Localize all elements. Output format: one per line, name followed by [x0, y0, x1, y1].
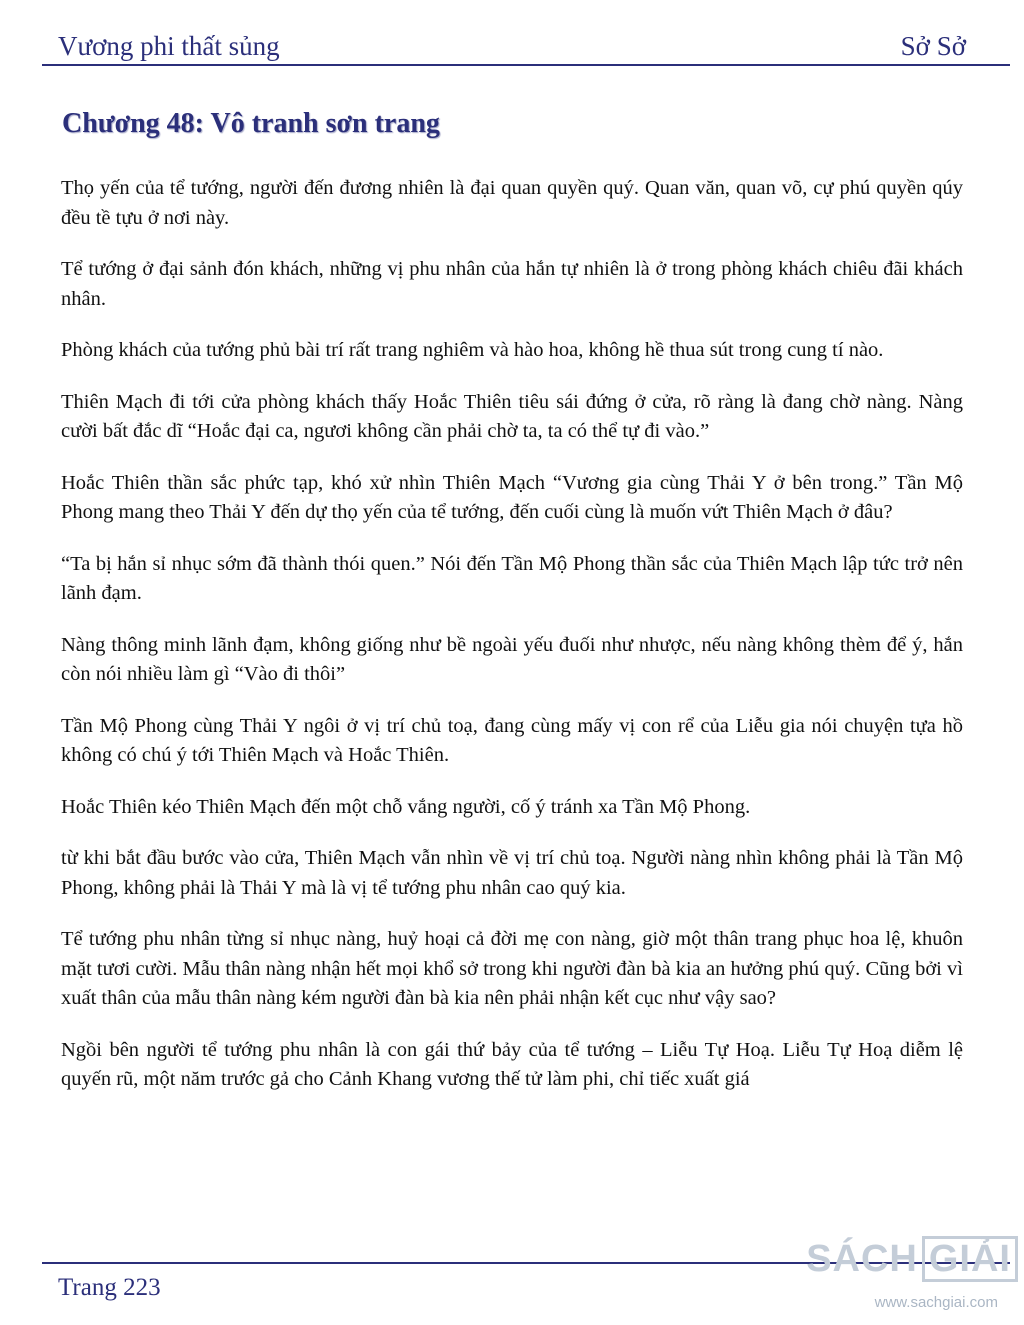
book-title: Vương phi thất sủng — [58, 31, 280, 61]
paragraph: Phòng khách của tướng phủ bài trí rất trang nghiêm và hào hoa, không hề thua sút trong cung tí nào. — [61, 339, 884, 361]
header-divider — [42, 64, 1010, 66]
chapter-body — [61, 174, 963, 1117]
running-header — [58, 26, 966, 62]
watermark — [806, 1226, 1018, 1318]
chapter-title: Chương 48: Vô tranh sơn trang — [62, 108, 440, 139]
paragraph: Tần Mộ Phong cùng Thải Y ngôi ở vị trí chủ toạ, đang cùng mấy vị con rể của Liễu gia nói chuyện tựa hồ không có chú ý tới Thiên Mạch và Hoắc Thiên. — [61, 714, 963, 766]
paragraph: “Ta bị hắn sỉ nhục sớm đã thành thói quen.” Nói đến Tần Mộ Phong thần sắc của Thiên Mạch lập tức trở nên lãnh đạm. — [61, 552, 963, 604]
paragraph: Ngồi bên người tể tướng phu nhân là con gái thứ bảy của tể tướng – Liễu Tự Hoạ. Liễu Tự Hoạ diễm lệ quyến rũ, một năm trước gả cho Cảnh Khang vương thế tử làm phi, chỉ tiếc xuất giá — [61, 1038, 963, 1090]
paragraph: Hoắc Thiên kéo Thiên Mạch đến một chỗ vắng người, cố ý tránh xa Tần Mộ Phong. — [61, 795, 751, 818]
paragraph: Thiên Mạch đi tới cửa phòng khách thấy Hoắc Thiên tiêu sái đứng ở cửa, rõ ràng là đang chờ nàng. Nàng cười bất đắc dĩ “Hoắc đại ca, ngươi không cần phải chờ ta, ta có thể tự đi vào.” — [61, 390, 963, 442]
paragraph: Thọ yến của tể tướng, người đến đương nhiên là đại quan quyền quý. Quan văn, quan võ, cự phú quyền qúy đều tề tựu ở nơi này. — [61, 177, 963, 229]
paragraph: Nàng thông minh lãnh đạm, không giống như bề ngoài yếu đuối như nhược, nếu nàng không thèm để ý, hắn còn nói nhiều làm gì “Vào đi thôi” — [61, 633, 963, 685]
page-number: Trang 223 — [58, 1274, 161, 1301]
paragraph: từ khi bắt đầu bước vào cửa, Thiên Mạch vẫn nhìn về vị trí chủ toạ. Người nàng nhìn không phải là Tần Mộ Phong, không phải là Thải Y mà là vị tể tướng phu nhân cao quý kia. — [61, 847, 963, 899]
watermark-logo — [806, 1236, 1018, 1282]
paragraph: Hoắc Thiên thần sắc phức tạp, khó xử nhìn Thiên Mạch “Vương gia cùng Thải Y ở bên trong.” Tần Mộ Phong mang theo Thải Y đến dự thọ yến của tể tướng, đến cuối cùng là muốn vứt Thiên Mạch ở đâu? — [61, 471, 963, 523]
watermark-logo-left: SÁCH — [806, 1237, 918, 1280]
watermark-url: www.sachgiai.com — [874, 1294, 998, 1311]
paragraph: Tể tướng ở đại sảnh đón khách, những vị phu nhân của hắn tự nhiên là ở trong phòng khách chiêu đãi khách nhân. — [61, 258, 963, 310]
paragraph: Tể tướng phu nhân từng sỉ nhục nàng, huỷ hoại cả đời mẹ con nàng, giờ một thân trang phục hoa lệ, khuôn mặt tươi cười. Mẫu thân nàng nhận hết mọi khổ sở trong khi người đàn bà kia an hưởng phú quý. Cũng bởi vì xuất thân của mẫu thân nàng kém người đàn bà kia nên phải nhận kết cục như vậy sao? — [61, 928, 963, 1009]
watermark-logo-boxed: GIẢI — [922, 1236, 1018, 1282]
author-name: Sở Sở — [900, 31, 966, 61]
